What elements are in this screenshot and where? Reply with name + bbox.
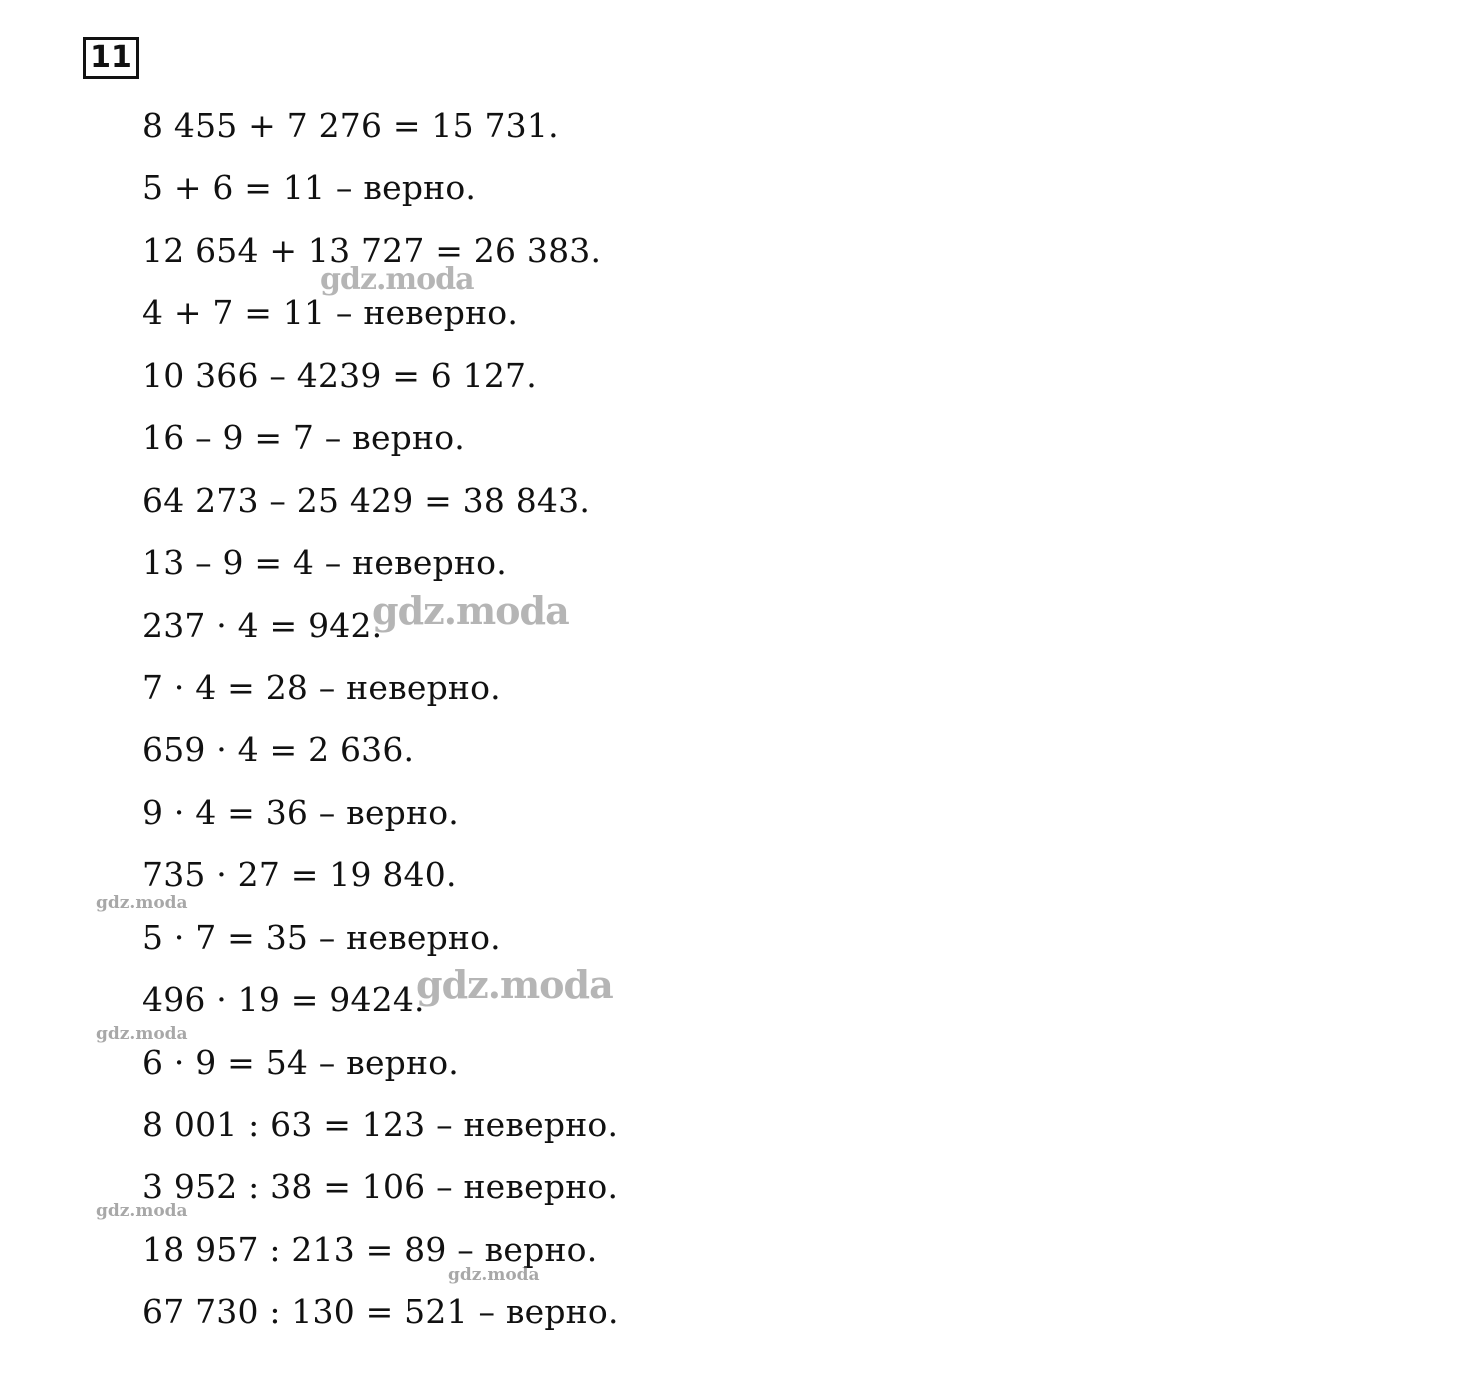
solution-line: 4 + 7 = 11 – неверно. xyxy=(142,293,519,333)
solution-line: 5 · 7 = 35 – неверно. xyxy=(142,917,501,957)
solution-line: 13 – 9 = 4 – неверно. xyxy=(142,543,507,583)
watermark: gdz.moda xyxy=(96,1024,188,1044)
solution-line: 8 455 + 7 276 = 15 731. xyxy=(142,106,559,145)
solution-line: 18 957 : 213 = 89 – верно. xyxy=(142,1229,598,1269)
solution-lines xyxy=(142,98,619,1347)
solution-line: 496 · 19 = 9424. xyxy=(142,980,425,1020)
watermark: gdz.moda xyxy=(448,1265,540,1285)
watermark: gdz.moda xyxy=(416,962,613,1007)
watermark: gdz.moda xyxy=(96,1201,188,1221)
solution-line: 6 · 9 = 54 – верно. xyxy=(142,1042,459,1082)
solution-line: 659 · 4 = 2 636. xyxy=(142,730,415,770)
solution-line: 10 366 – 4239 = 6 127. xyxy=(142,355,537,395)
solution-line: 3 952 : 38 = 106 – неверно. xyxy=(142,1167,619,1207)
solution-line: 12 654 + 13 727 = 26 383. xyxy=(142,230,602,270)
solution-line: 8 001 : 63 = 123 – неверно. xyxy=(142,1105,619,1144)
solution-line: 9 · 4 = 36 – верно. xyxy=(142,792,459,832)
watermark: gdz.moda xyxy=(96,893,188,913)
solution-line: 5 + 6 = 11 – верно. xyxy=(142,168,477,208)
watermark: gdz.moda xyxy=(372,588,569,633)
solution-line: 237 · 4 = 942. xyxy=(142,605,383,645)
watermark: gdz.moda xyxy=(320,262,474,297)
solution-line: 64 273 – 25 429 = 38 843. xyxy=(142,480,591,520)
solution-line: 7 · 4 = 28 – неверно. xyxy=(142,667,501,707)
solution-line: 67 730 : 130 = 521 – верно. xyxy=(142,1292,619,1332)
task-number-box: 11 xyxy=(83,37,139,79)
solution-line: 16 – 9 = 7 – верно. xyxy=(142,418,465,458)
solution-line: 735 · 27 = 19 840. xyxy=(142,855,457,895)
